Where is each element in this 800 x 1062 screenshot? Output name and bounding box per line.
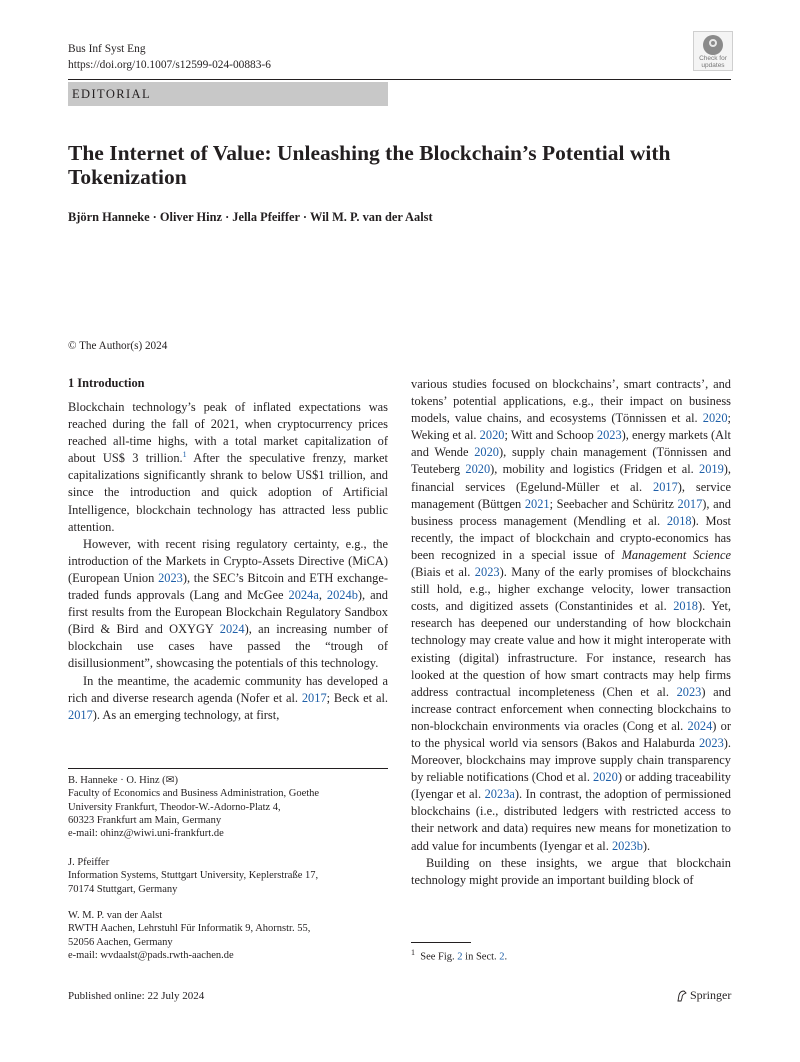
paragraph: In the meantime, the academic community has developed a rich and diverse research agenda (Nofer et al. 2017; Beck et al. 2017). As an emerging technology, at first, [68,673,388,722]
section-heading: 1 Introduction [68,376,145,390]
citation-link[interactable]: 2023a [484,787,515,802]
paragraph: Building on these insights, we argue that blockchain technology might provide an important building block of [411,855,731,887]
footnote-ref[interactable]: 1 [182,450,187,460]
email-link[interactable]: e-mail: ohinz@wiwi.uni-frankfurt.de [68,828,224,840]
published-date: Published online: 22 July 2024 [68,990,205,1002]
citation-link[interactable]: 2017 [68,707,93,722]
citation-link[interactable]: 2020 [593,770,618,785]
paragraph: However, with recent rising regulatory certainty, e.g., the introduction of the Markets in Crypto-Assets Directive (MiCA) (European Union 2023), the SEC’s Bitcoin and ETH exchange-traded funds approvals (Lang and McGee 2024a, 2024b), and first results from the European Blockchain Regulatory Sandbox (Bird & Bird and OXYGY 2024), an increasing number of blockchain use cases have passed the “trough of disillusionment”, showcasing the potentials of this technology. [68,536,388,671]
header-rule [68,79,731,80]
citation-link[interactable]: 2023b [611,838,643,853]
citation-link[interactable]: 2024 [219,622,245,637]
footnote: $^1$ See Fig. 2 in Sect. 2. [411,948,508,963]
footnote-rule [411,942,471,943]
citation-link[interactable]: 2020 [479,428,505,443]
journal-header [68,42,271,73]
figure-link[interactable]: 2 [457,951,463,963]
check-for-updates-badge[interactable] [693,31,733,71]
section-link[interactable]: 2 [499,951,505,963]
citation-link[interactable]: 2017 [301,690,327,705]
citation-link[interactable]: 2021 [524,496,550,511]
doi-link[interactable]: https://doi.org/10.1007/s12599-024-00883-6 [68,58,271,71]
citation-link[interactable]: 2024 [687,718,713,733]
citation-link[interactable]: 2023 [698,735,724,750]
article-title: The Internet of Value: Unleashing the Blockchain’s Potential with Tokenization [68,141,671,189]
citation-link[interactable]: 2024a [288,588,319,603]
paragraph: various studies focused on blockchains’, smart contracts’, and tokens’ potential applications, e.g., their impact on business models, value chains, and ecosystems (Tönnissen et al. 2020; Weking et al. 2020; Witt and Schoop 2023), energy markets (Alt and Wende 2020), supply chain management (Tönnissen and Teuteberg 2020), mobility and logistics (Fridgen et al. 2019), financial services (Egelund-Müller et al. 2017), service management (Büttgen 2021; Seebacher and Schüritz 2017), and business process management (Mendling et al. 2018). Most recently, the impact of blockchain and crypto-economics has been recognized in a special issue of Management Science (Biais et al. 2023). Many of the early promises of blockchains still hold, e.g., higher exchange velocity, lower transaction costs, and digitized assets (Constantinides et al. 2018). Yet, research has deepened our understanding of how blockchain technology may create value and how it might interoperate with existing (digital) infrastructure. For instance, research has looked at the question of how smart contracts may help firms address contractual incompleteness (Chen et al. 2023) and increase contract enforcement when connecting blockchains to non-blockchain environments via oracles (Cong et al. 2024) or to the physical world via sensors (Bakos and Halaburda 2023). Moreover, blockchains may improve supply chain transparency by reliable notifications (Chod et al. 2020) or adding traceability (Iyengar et al. 2023a). In contrast, the adoption of permissioned blockchains (i.e., distributed ledgers with restricted access to their network and data) requires new means for monetization to add value for incumbents (Iyengar et al. 2023b). [411,377,732,853]
citation-link[interactable]: 2020 [702,411,728,426]
citation-link[interactable]: 2023 [158,570,183,585]
citation-link[interactable]: 2023 [676,684,702,699]
citation-link[interactable]: 2019 [699,462,724,477]
citation-link[interactable]: 2018 [666,513,692,528]
badge-text-1: Check for [699,55,727,62]
citation-link[interactable]: 2024b [326,588,358,603]
author-list: Björn Hanneke · Oliver Hinz · Jella Pfeiffer · Wil M. P. van der Aalst [68,210,433,224]
left-column [68,399,388,724]
affiliation-block: B. Hanneke · O. Hinz (✉) Faculty of Economics and Business Administration, Goethe University Frankfurt, Theodor-W.-Adorno-Platz 4, 60323 Frankfurt am Main, Germany e-mail: ohinz@wiwi.uni-frankfurt.de [68,774,388,840]
citation-link[interactable]: 2017 [653,479,678,494]
badge-text-2: updates [701,62,725,69]
citation-link[interactable]: 2020 [474,445,499,460]
paragraph: Blockchain technology’s peak of inflated expectations was reached during the fall of 2021, when cryptocurrency prices reached all-time highs, with a total market capitalization of about US$ 3 trillion.$^1$ After the speculative frenzy, market capitalizations significantly shrank to below US$1 trillion, and since the introduction and quick adoption of Artificial Intelligence, blockchain technology has attracted less public attention. [68,400,388,534]
publisher-name: Springer [690,988,732,1002]
affiliation-block: W. M. P. van der Aalst RWTH Aachen, Lehrstuhl Für Informatik 9, Ahornstr. 55, 52056 Aachen, Germany e-mail: wvdaalst@pads.rwth-aachen.de [68,909,388,962]
affiliation-block: J. Pfeiffer Information Systems, Stuttgart University, Keplerstraße 17, 70174 Stuttgart, Germany [68,857,319,895]
journal-name: Bus Inf Syst Eng [68,43,146,55]
citation-link[interactable]: 2023 [596,428,622,443]
citation-link[interactable]: 2020 [465,462,491,477]
publisher-logo [676,988,731,1003]
update-icon [703,35,723,55]
journal-name-italic: Management Science [621,547,731,562]
copyright-notice: © The Author(s) 2024 [68,340,168,352]
citation-link[interactable]: 2018 [673,599,698,614]
springer-horse-icon [676,990,687,1002]
affiliation-rule [68,768,388,769]
right-column [411,376,731,889]
citation-link[interactable]: 2017 [677,496,703,511]
article-type-label: EDITORIAL [68,82,388,106]
citation-link[interactable]: 2023 [474,565,500,580]
email-link[interactable]: e-mail: wvdaalst@pads.rwth-aachen.de [68,949,234,961]
